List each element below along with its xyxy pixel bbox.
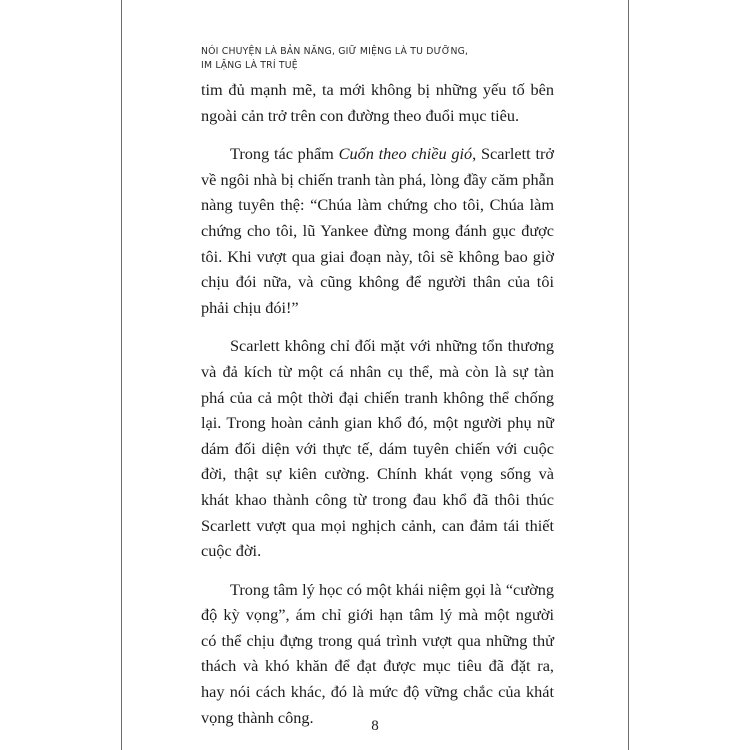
- text-line: phải chịu đói!”: [201, 297, 299, 317]
- text-line: cuộc đời.: [201, 541, 262, 561]
- running-header: [201, 45, 601, 73]
- text-line: nàng tuyên thệ: “Chúa làm chứng cho tôi, Chúa làm: [201, 195, 554, 215]
- text-line: dám đối diện với thực tế, dám tuyên chiến với cuộc: [201, 438, 554, 458]
- paragraph-1: [201, 77, 554, 128]
- text-line: Scarlett không chỉ đối mặt với những tổn thương: [230, 336, 554, 356]
- text-line: Trong tâm lý học có một khái niệm gọi là “cường: [230, 579, 554, 599]
- text-line: tim đủ mạnh mẽ, ta mới không bị những yếu tố bên: [201, 80, 554, 99]
- text-line: đời, thật sự kiên cường. Chính khát vọng sống và: [201, 464, 554, 484]
- paragraph-4: [201, 577, 554, 731]
- text-line: vọng thành công.: [201, 707, 314, 727]
- text-line: lại. Trong hoàn cảnh gian khổ đó, một người phụ nữ: [201, 413, 554, 433]
- text-line: hay nói cách khác, đó là mức độ vững chắc của khát: [201, 682, 554, 702]
- text-line: tôi. Khi vượt qua giai đoạn này, tôi sẽ không bao giờ: [201, 246, 554, 266]
- paragraph-3: [201, 333, 554, 563]
- page-number: 8: [371, 718, 379, 734]
- text-line: chịu đói nữa, và cũng không để người thân của tôi: [201, 272, 554, 292]
- text-line: về ngôi nhà bị chiến tranh tàn phá, lòng đầy căm phẫn: [201, 169, 554, 189]
- text-fragment: , Scarlett trở: [472, 144, 554, 164]
- text-line: chứng cho tôi, lũ Yankee đừng mong đánh gục được: [201, 220, 554, 240]
- paragraph-2: [201, 141, 554, 320]
- text-fragment: Trong tác phẩm: [230, 144, 339, 164]
- text-line: khát khao thành công từ trong đau khổ đã thôi thúc: [201, 489, 554, 509]
- running-header-line-1: NÓI CHUYỆN LÀ BẢN NĂNG, GIỮ MIỆNG LÀ TU DƯỠNG,: [201, 46, 469, 57]
- text-line: Scarlett vượt qua mọi nghịch cảnh, can đảm tái thiết: [201, 515, 554, 535]
- text-line: phá của cả một thời đại chiến tranh không thể chống: [201, 387, 554, 407]
- text-line: ngoài cản trở trên con đường theo đuổi mục tiêu.: [201, 105, 520, 125]
- body-text: [201, 77, 554, 730]
- text-line: độ kỳ vọng”, ám chỉ giới hạn tâm lý mà một người: [201, 605, 554, 625]
- text-line: có thể chịu đựng trong quá trình vượt qua những thử: [201, 630, 554, 650]
- text-line: thách và khó khăn để đạt được mục tiêu đã đặt ra,: [201, 656, 554, 676]
- book-title: Cuốn theo chiều gió: [338, 144, 473, 164]
- running-header-line-2: IM LẶNG LÀ TRÍ TUỆ: [201, 60, 298, 71]
- text-line: [201, 141, 554, 167]
- book-page: [121, 0, 629, 750]
- text-line: và đả kích từ một cá nhân cụ thể, mà còn là sự tàn: [201, 361, 554, 381]
